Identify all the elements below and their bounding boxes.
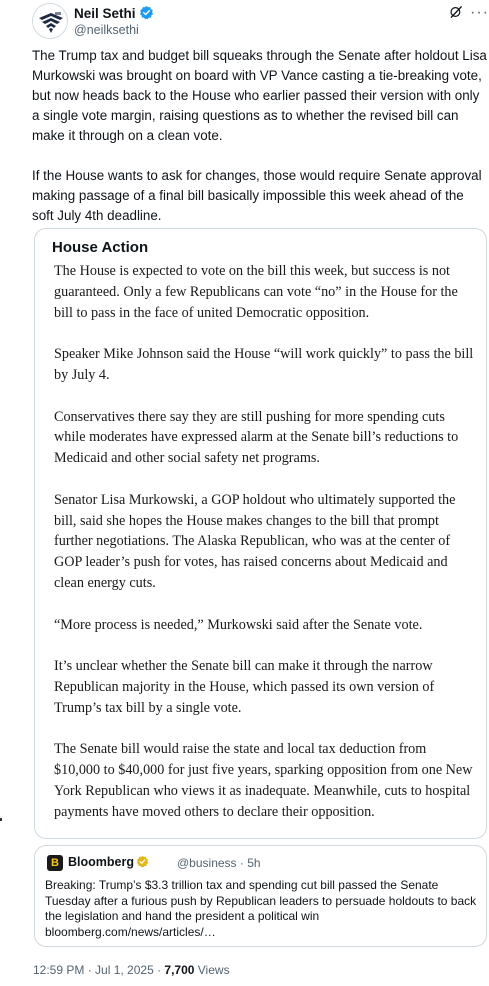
author-name-text: Neil Sethi [74,6,136,21]
views-count: 7,700 [164,963,195,977]
article-heading: House Action [52,239,149,256]
eagle-logo-icon [33,4,68,39]
tweet-text [32,46,487,226]
article-paragraph: The House is expected to vote on the bill this week, but success is not guaranteed. Only a few Republicans can vote “no” in the House for the bill to pass in the face of united Democratic opposition. [54,263,458,321]
views-label: Views [194,963,230,977]
quote-tweet-card[interactable] [34,845,487,947]
article-image[interactable] [34,228,487,839]
quote-author-name [68,855,149,871]
tweet-paragraph: If the House wants to ask for changes, those would require Senate approval making passage of a final bill basically impossible this week ahead of the soft July 4th deadline. [32,168,482,223]
grok-icon[interactable] [449,5,463,24]
quote-text [45,878,480,940]
quote-author-name-text: Bloomberg [68,855,134,869]
tweet-meta [33,963,230,977]
author-avatar[interactable] [32,3,68,39]
quote-link[interactable]: bloomberg.com/news/articles/… [45,924,216,939]
author-handle[interactable]: @neilksethi [74,23,139,37]
verified-badge-icon [139,5,154,23]
article-paragraph: It’s unclear whether the Senate bill can make it through the narrow Republican majority in the House, which passed its own version of Trump’s tax bill by a single vote. [54,658,435,716]
article-paragraph: Senator Lisa Murkowski, a GOP holdout who ultimately supported the bill, said she hopes the House makes changes to the bill that prompt further negotiations. The Alaska Republican, who was at the center of GOP leader’s push for votes, has raised concerns about Medicaid and clean energy cuts. [54,491,456,591]
article-paragraph: “More process is needed,” Murkowski said after the Senate vote. [54,616,423,633]
timestamp[interactable]: 12:59 PM · Jul 1, 2025 · [33,963,165,977]
article-paragraph: Speaker Mike Johnson said the House “will work quickly” to pass the bill by July 4. [54,346,474,383]
edge-mark [0,818,2,821]
tweet-paragraph: The Trump tax and budget bill squeaks through the Senate after holdout Lisa Murkowski was brought on board with VP Vance casting a tie-breaking vote, but now heads back to the House who earlier passed their version with only a single vote margin, raising questions as to whether the revised bill can make it through on a clean vote. [32,48,487,143]
article-paragraph: The Senate bill would raise the state and local tax deduction from $10,000 to $40,000 for just five years, sparking opposition from one New York Republican who views it as inadequate. Meanwhile, cuts to hospital payments have moved others to declare their opposition. [54,741,473,820]
author-name[interactable] [74,5,154,23]
more-options-icon[interactable]: ··· [470,4,489,21]
article-paragraph: Conservatives there say they are still pushing for more spending cuts while moderates have expressed alarm at the Senate bill’s reductions to Medicaid and other social safety net programs. [54,408,459,467]
gold-verified-badge-icon [136,855,149,871]
bloomberg-avatar: B [47,855,63,871]
quote-handle-time: @business · 5h [177,856,261,870]
quote-text-body: Breaking: Trump’s $3.3 trillion tax and spending cut bill passed the Senate Tuesday after a furious push by Republican leaders to persuade holdouts to back the legislation and hand the president a political win [45,878,477,923]
article-body [54,261,474,839]
